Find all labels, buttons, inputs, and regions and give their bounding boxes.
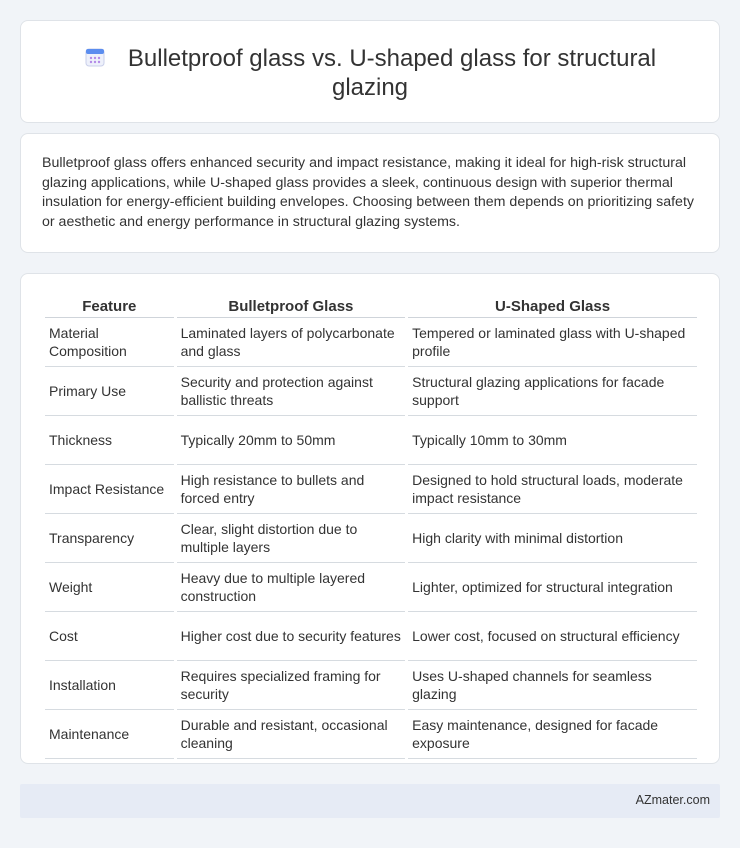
intro-card	[20, 133, 720, 253]
table-row	[45, 465, 697, 514]
feature-cell: Weight	[45, 563, 174, 612]
bulletproof-cell: Heavy due to multiple layered construction	[177, 563, 406, 612]
table-row	[45, 563, 697, 612]
feature-cell: Maintenance	[45, 710, 174, 759]
feature-cell: Thickness	[45, 416, 174, 465]
feature-cell: Impact Resistance	[45, 465, 174, 514]
table-row	[45, 710, 697, 759]
table-row	[45, 514, 697, 563]
u-shaped-cell: Tempered or laminated glass with U-shaped profile	[408, 318, 697, 367]
table-row	[45, 416, 697, 465]
u-shaped-cell: Structural glazing applications for facade support	[408, 367, 697, 416]
table-row	[45, 612, 697, 661]
u-shaped-cell: Lighter, optimized for structural integration	[408, 563, 697, 612]
feature-cell: Material Composition	[45, 318, 174, 367]
bulletproof-cell: Clear, slight distortion due to multiple layers	[177, 514, 406, 563]
bulletproof-cell: Higher cost due to security features	[177, 612, 406, 661]
bulletproof-cell: High resistance to bullets and forced entry	[177, 465, 406, 514]
u-shaped-cell: Typically 10mm to 30mm	[408, 416, 697, 465]
feature-cell: Primary Use	[45, 367, 174, 416]
bulletproof-cell: Typically 20mm to 50mm	[177, 416, 406, 465]
comparison-card	[20, 273, 720, 764]
title-card	[20, 20, 720, 123]
calendar-icon	[84, 46, 106, 68]
bulletproof-cell: Security and protection against ballistic threats	[177, 367, 406, 416]
table-header-row	[45, 296, 697, 318]
table-row	[45, 367, 697, 416]
feature-cell: Installation	[45, 661, 174, 710]
table-row	[45, 661, 697, 710]
bulletproof-cell: Durable and resistant, occasional cleaning	[177, 710, 406, 759]
page-title: Bulletproof glass vs. U-shaped glass for structural glazing	[127, 45, 657, 101]
feature-cell: Cost	[45, 612, 174, 661]
table-row	[45, 318, 697, 367]
feature-cell: Transparency	[45, 514, 174, 563]
u-shaped-cell: Lower cost, focused on structural efficiency	[408, 612, 697, 661]
footer-bar	[20, 784, 720, 818]
intro-paragraph: Bulletproof glass offers enhanced security and impact resistance, making it ideal for high-risk structural glazing applications, while U-shaped glass provides a sleek, continuous design with superior thermal insulation for energy-efficient building envelopes. Choosing between them depends on prioritizing safety or aesthetic and energy performance in structural glazing systems.	[42, 155, 694, 230]
header-bulletproof: Bulletproof Glass	[177, 296, 406, 318]
header-u-shaped: U-Shaped Glass	[408, 296, 697, 318]
header-feature: Feature	[45, 296, 174, 318]
u-shaped-cell: Easy maintenance, designed for facade exposure	[408, 710, 697, 759]
comparison-table	[42, 296, 700, 759]
page-title-block	[21, 44, 719, 102]
bulletproof-cell: Laminated layers of polycarbonate and glass	[177, 318, 406, 367]
u-shaped-cell: Designed to hold structural loads, moderate impact resistance	[408, 465, 697, 514]
bulletproof-cell: Requires specialized framing for security	[177, 661, 406, 710]
u-shaped-cell: High clarity with minimal distortion	[408, 514, 697, 563]
u-shaped-cell: Uses U-shaped channels for seamless glazing	[408, 661, 697, 710]
footer-brand[interactable]: AZmater.com	[635, 793, 710, 807]
